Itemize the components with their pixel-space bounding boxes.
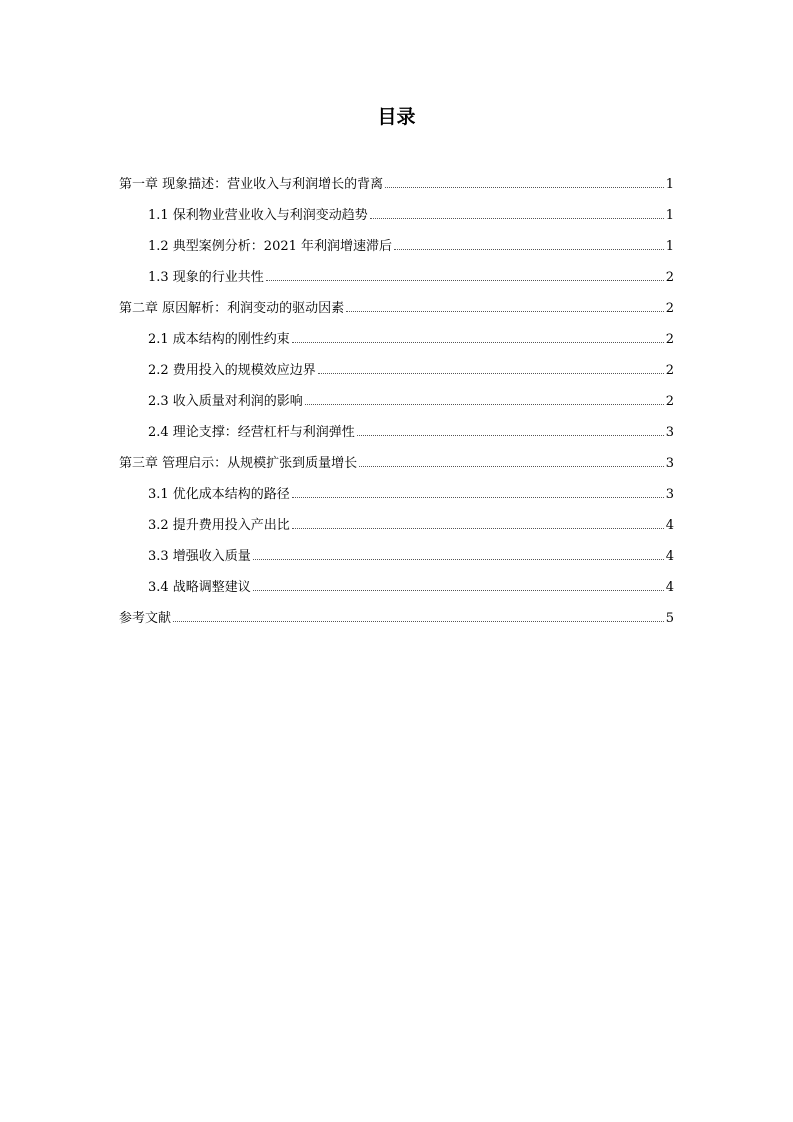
- toc-entry-section-1-3[interactable]: [119, 264, 674, 295]
- toc-entry-label: 1.1 保利物业营业收入与利润变动趋势: [148, 208, 368, 223]
- toc-entry-label: 参考文献: [119, 611, 172, 626]
- dot-leader: [385, 187, 664, 188]
- toc-entry-page: 4: [665, 549, 674, 564]
- toc-title: 目录: [377, 106, 416, 128]
- toc-entry-label: 2.2 费用投入的规模效应边界: [148, 363, 316, 378]
- toc-entry-page: 1: [665, 208, 674, 223]
- toc-entry-label: 1.2 典型案例分析：2021 年利润增速滞后: [148, 239, 393, 254]
- dot-leader: [173, 621, 664, 622]
- toc-entry-label: 3.3 增强收入质量: [148, 549, 251, 564]
- dot-leader: [394, 249, 664, 250]
- toc-entry-section-2-3[interactable]: [119, 388, 674, 419]
- toc-entry-chapter-3[interactable]: [119, 450, 674, 481]
- toc-entry-label: 第一章 现象描述：营业收入与利润增长的背离: [119, 177, 384, 192]
- dot-leader: [266, 280, 664, 281]
- toc-entry-page: 2: [665, 363, 674, 378]
- toc-list: [119, 171, 674, 636]
- toc-entry-page: 1: [665, 239, 674, 254]
- toc-entry-label: 3.2 提升费用投入产出比: [148, 518, 290, 533]
- toc-entry-page: 4: [665, 580, 674, 595]
- toc-entry-references[interactable]: [119, 605, 674, 636]
- toc-entry-section-1-2[interactable]: [119, 233, 674, 264]
- toc-entry-label: 2.3 收入质量对利润的影响: [148, 394, 303, 409]
- dot-leader: [292, 342, 664, 343]
- toc-entry-section-1-1[interactable]: [119, 202, 674, 233]
- dot-leader: [318, 373, 664, 374]
- toc-entry-label: 2.1 成本结构的刚性约束: [148, 332, 290, 347]
- dot-leader: [346, 311, 664, 312]
- toc-entry-page: 2: [665, 270, 674, 285]
- toc-entry-label: 第二章 原因解析：利润变动的驱动因素: [119, 301, 345, 316]
- toc-entry-page: 3: [665, 487, 674, 502]
- dot-leader: [357, 435, 664, 436]
- dot-leader: [305, 404, 664, 405]
- toc-entry-page: 2: [665, 394, 674, 409]
- toc-entry-section-3-1[interactable]: [119, 481, 674, 512]
- dot-leader: [292, 497, 664, 498]
- dot-leader: [370, 218, 664, 219]
- toc-entry-page: 5: [665, 611, 674, 626]
- toc-entry-page: 4: [665, 518, 674, 533]
- toc-entry-section-2-2[interactable]: [119, 357, 674, 388]
- toc-entry-page: 1: [665, 177, 674, 192]
- toc-entry-page: 3: [665, 425, 674, 440]
- toc-entry-section-3-3[interactable]: [119, 543, 674, 574]
- dot-leader: [253, 590, 664, 591]
- toc-entry-page: 2: [665, 301, 674, 316]
- toc-entry-section-3-2[interactable]: [119, 512, 674, 543]
- toc-entry-section-3-4[interactable]: [119, 574, 674, 605]
- toc-entry-page: 2: [665, 332, 674, 347]
- toc-entry-section-2-1[interactable]: [119, 326, 674, 357]
- toc-entry-label: 1.3 现象的行业共性: [148, 270, 264, 285]
- dot-leader: [359, 466, 664, 467]
- toc-entry-label: 3.1 优化成本结构的路径: [148, 487, 290, 502]
- toc-entry-section-2-4[interactable]: [119, 419, 674, 450]
- toc-entry-label: 3.4 战略调整建议: [148, 580, 251, 595]
- dot-leader: [253, 559, 664, 560]
- toc-entry-chapter-2[interactable]: [119, 295, 674, 326]
- toc-entry-label: 第三章 管理启示：从规模扩张到质量增长: [119, 456, 358, 471]
- toc-entry-page: 3: [665, 456, 674, 471]
- dot-leader: [292, 528, 664, 529]
- toc-entry-label: 2.4 理论支撑：经营杠杆与利润弹性: [148, 425, 355, 440]
- toc-entry-chapter-1[interactable]: [119, 171, 674, 202]
